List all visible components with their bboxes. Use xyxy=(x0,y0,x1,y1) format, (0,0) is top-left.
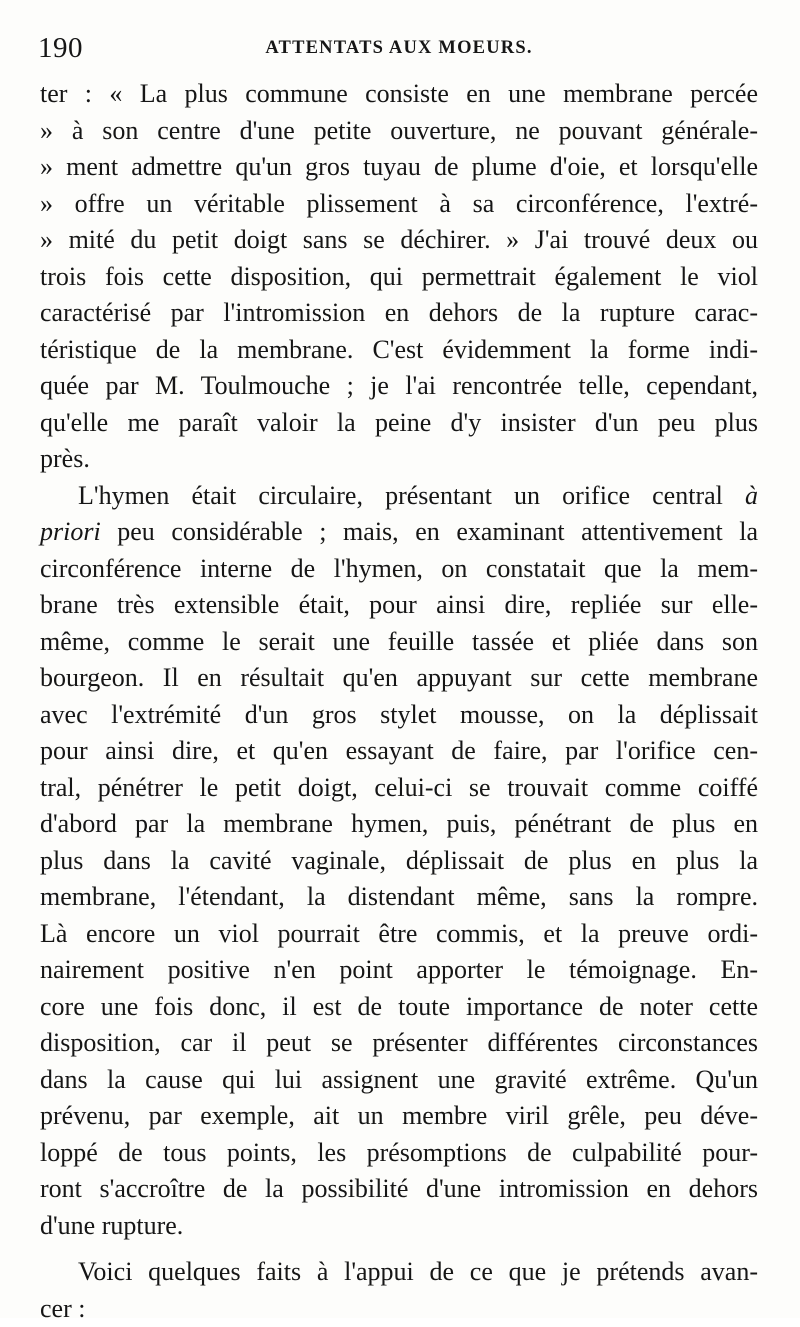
text-line: quée par M. Toulmouche ; je l'ai rencontrée telle, cependant, xyxy=(40,368,758,405)
text-line: dans la cause qui lui assignent une gravité extrême. Qu'un xyxy=(40,1062,758,1099)
paragraph-2 xyxy=(40,478,758,1245)
text-line: trois fois cette disposition, qui permettrait également le viol xyxy=(40,259,758,296)
text-line: » mité du petit doigt sans se déchirer. » J'ai trouvé deux ou xyxy=(40,222,758,259)
paragraph-spacer xyxy=(40,1244,758,1254)
text-line: ter : « La plus commune consiste en une membrane percée xyxy=(40,76,758,113)
text-line: avec l'extrémité d'un gros stylet mousse, on la déplissait xyxy=(40,697,758,734)
text-line: priori peu considérable ; mais, en examinant attentivement la xyxy=(40,514,758,551)
text-line: » ment admettre qu'un gros tuyau de plume d'oie, et lorsqu'elle xyxy=(40,149,758,186)
text-line: même, comme le serait une feuille tassée et pliée dans son xyxy=(40,624,758,661)
text-line: d'abord par la membrane hymen, puis, pénétrant de plus en xyxy=(40,806,758,843)
text-line: près. xyxy=(40,441,758,478)
text-line: membrane, l'étendant, la distendant même, sans la rompre. xyxy=(40,879,758,916)
text-line: loppé de tous points, les présomptions de culpabilité pour- xyxy=(40,1135,758,1172)
text-line: brane très extensible était, pour ainsi dire, repliée sur elle- xyxy=(40,587,758,624)
page-header xyxy=(38,30,760,66)
running-title: ATTENTATS AUX MOEURS. xyxy=(38,38,760,59)
text-line: qu'elle me paraît valoir la peine d'y insister d'un peu plus xyxy=(40,405,758,442)
text-line: d'une rupture. xyxy=(40,1208,758,1245)
text-line: core une fois donc, il est de toute importance de noter cette xyxy=(40,989,758,1026)
paragraph-1 xyxy=(40,76,758,478)
text-line: » à son centre d'une petite ouverture, ne pouvant générale- xyxy=(40,113,758,150)
text-line: disposition, car il peut se présenter différentes circonstances xyxy=(40,1025,758,1062)
text-line: caractérisé par l'intromission en dehors de la rupture carac- xyxy=(40,295,758,332)
paragraph-3 xyxy=(40,1254,758,1327)
text-line: L'hymen était circulaire, présentant un orifice central à xyxy=(40,478,758,515)
text-line: circonférence interne de l'hymen, on constatait que la mem- xyxy=(40,551,758,588)
text-line: Là encore un viol pourrait être commis, et la preuve ordi- xyxy=(40,916,758,953)
text-line: nairement positive n'en point apporter le témoignage. En- xyxy=(40,952,758,989)
text-line: prévenu, par exemple, ait un membre viril grêle, peu déve- xyxy=(40,1098,758,1135)
body-text xyxy=(40,76,758,1327)
page-number: 190 xyxy=(38,32,83,65)
text-line: tral, pénétrer le petit doigt, celui-ci se trouvait comme coiffé xyxy=(40,770,758,807)
text-line: bourgeon. Il en résultait qu'en appuyant sur cette membrane xyxy=(40,660,758,697)
text-line: pour ainsi dire, et qu'en essayant de faire, par l'orifice cen- xyxy=(40,733,758,770)
text-line: téristique de la membrane. C'est évidemment la forme indi- xyxy=(40,332,758,369)
text-line: Voici quelques faits à l'appui de ce que je prétends avan- xyxy=(40,1254,758,1291)
text-line: cer : xyxy=(40,1291,758,1327)
text-line: plus dans la cavité vaginale, déplissait de plus en plus la xyxy=(40,843,758,880)
text-line: » offre un véritable plissement à sa circonférence, l'extré- xyxy=(40,186,758,223)
text-line: ront s'accroître de la possibilité d'une intromission en dehors xyxy=(40,1171,758,1208)
